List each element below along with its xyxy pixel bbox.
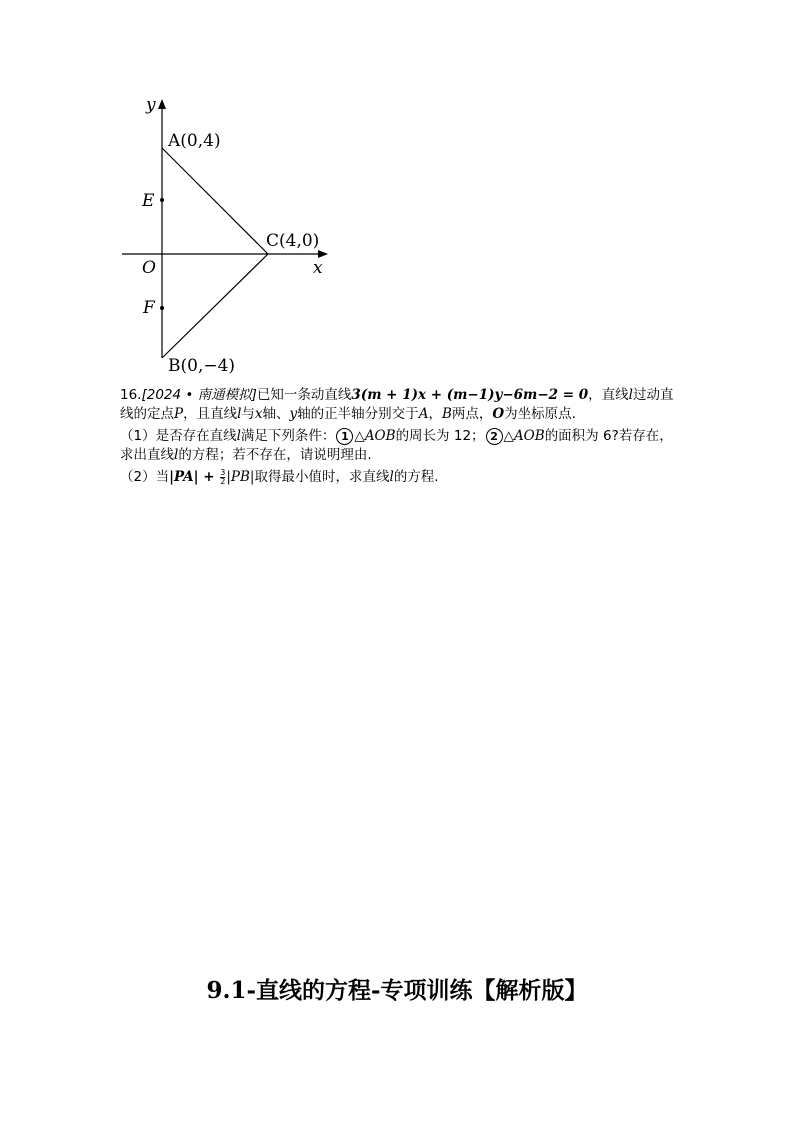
y-axis-label: y: [146, 95, 156, 115]
point-F-label: F: [143, 298, 155, 318]
origin-label: O: [142, 258, 156, 278]
y-axis-arrow: [158, 99, 166, 109]
problem-16: [120, 386, 680, 487]
question-2: （2）当|PA| + $\frac{3}{2}$ |PB|取得最小值时，求直线l的方程.: [120, 467, 439, 486]
point-A-label: A(0,4): [168, 131, 221, 151]
document-title: 9.1-直线的方程-专项训练【解析版】: [206, 977, 588, 1004]
segment-CB: [162, 254, 268, 358]
point-C-label: C(4,0): [266, 231, 320, 251]
coordinate-figure: [110, 90, 350, 380]
point-F-dot: [160, 306, 164, 310]
problem-source: [2024 • 南通模拟]: [141, 387, 257, 403]
moving-line-equation: 3(m + 1)x + (m−1)y−6m−2 = 0: [351, 387, 589, 403]
circled-number-1: 1: [336, 428, 353, 445]
point-B-label: B(0,−4): [168, 356, 236, 376]
fraction-three-halves: $\frac{3}{2}$: [220, 467, 226, 486]
segment-AC: [162, 148, 268, 254]
x-axis-label: x: [313, 258, 323, 278]
problem-stem: 16.[2024 • 南通模拟]已知一条动直线3(m + 1)x + (m−1)y−6m−2 = 0，直线l过动直线的定点P，且直线l与x轴、y轴的正半轴分别交于A，B两点，O为坐标原点.: [120, 387, 674, 422]
point-E-dot: [160, 198, 164, 202]
point-E-label: E: [142, 191, 155, 211]
question-1: （1）是否存在直线l满足下列条件： 1 △AOB的周长为 12； 2 △AOB的面积为 6?若存在，求出直线l的方程；若不存在，请说明理由.: [120, 428, 673, 463]
x-axis-arrow: [318, 250, 328, 258]
circled-number-2: 2: [486, 428, 503, 445]
